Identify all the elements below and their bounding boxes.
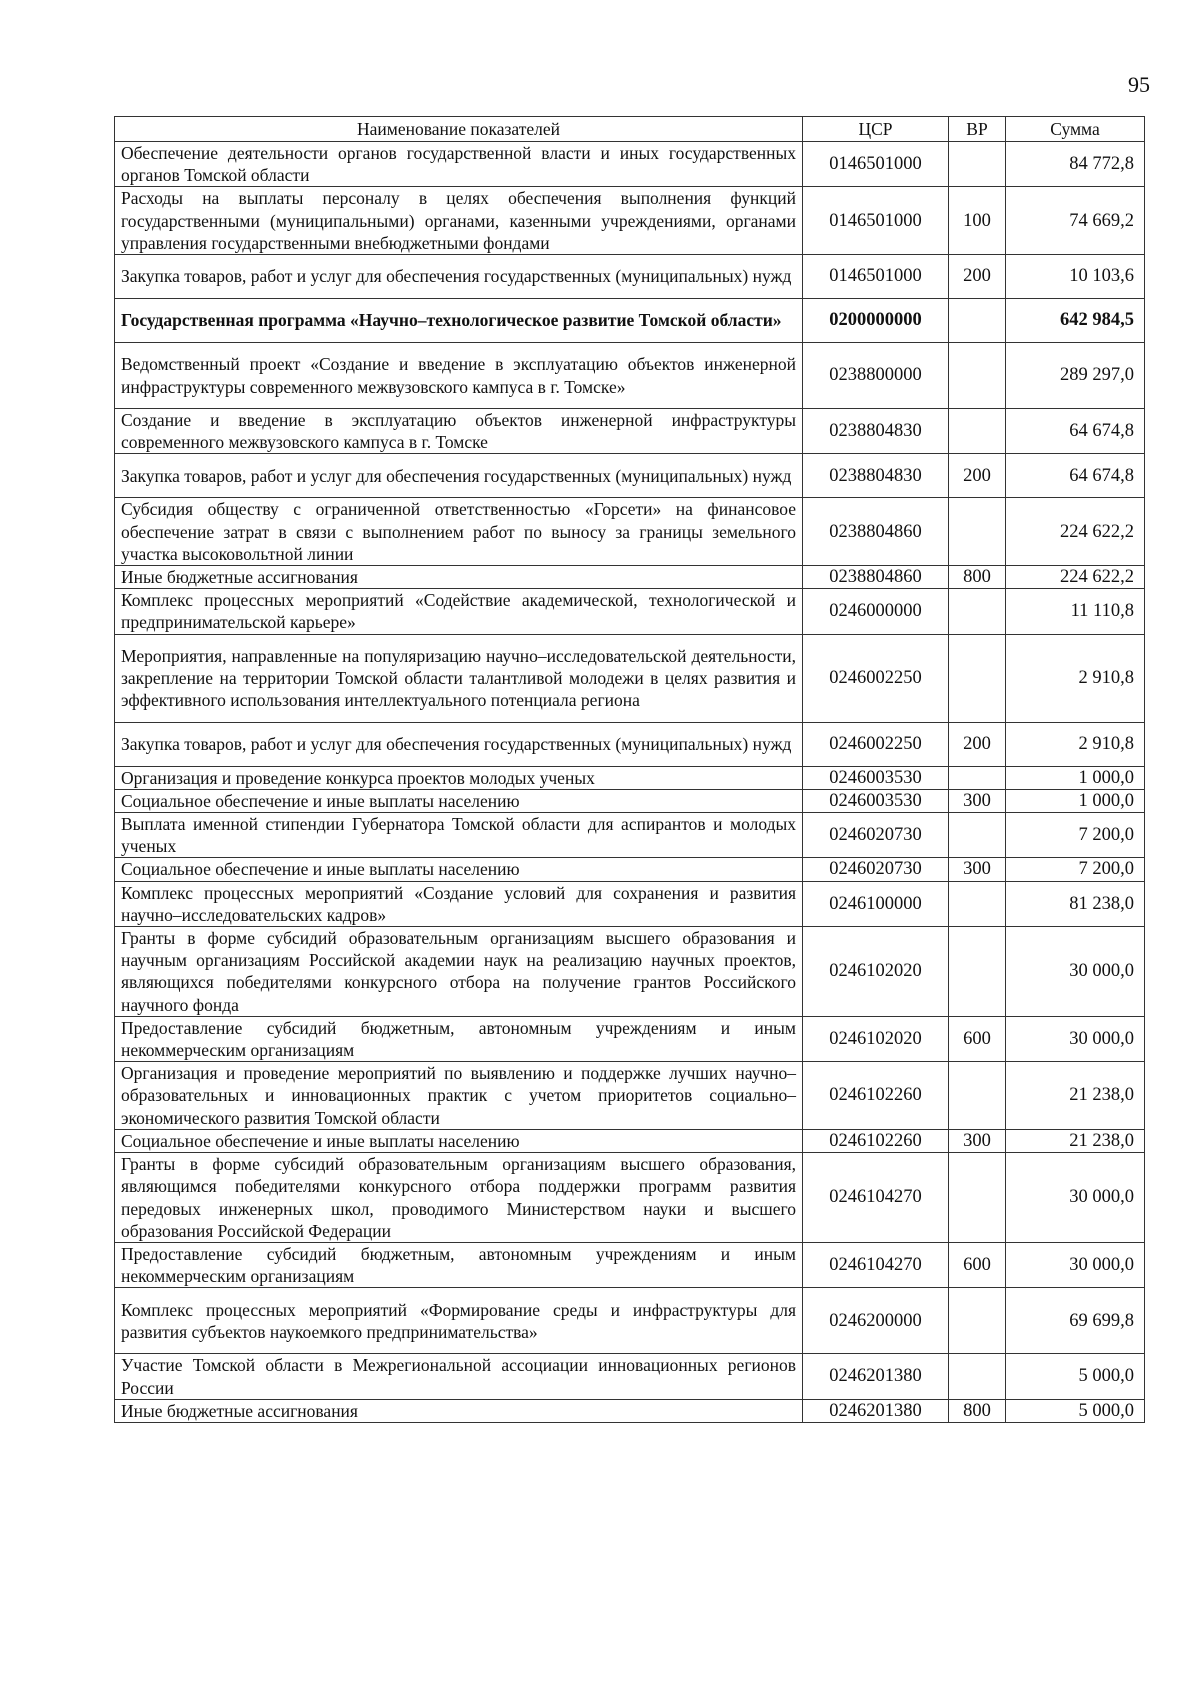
row-name: Расходы на выплаты персоналу в целях обеспечения выполнения функций государственными (муниципальными) органами, казенными учреждениями, органами управления государственными внебюджетными фондами <box>115 187 803 255</box>
row-name: Обеспечение деятельности органов государственной власти и иных государственных органов Томской области <box>115 142 803 187</box>
row-sum: 69 699,8 <box>1006 1288 1145 1354</box>
table-row <box>115 813 1145 858</box>
budget-table <box>114 116 1145 1423</box>
header-name: Наименование показателей <box>115 117 803 142</box>
row-sum: 2 910,8 <box>1006 634 1145 722</box>
row-name: Ведомственный проект «Создание и введение в эксплуатацию объектов инженерной инфраструктуры современного межвузовского кампуса в г. Томске» <box>115 343 803 409</box>
row-sum: 5 000,0 <box>1006 1399 1145 1422</box>
row-name: Организация и проведение мероприятий по выявлению и поддержке лучших научно–образовательных и инновационных практик с учетом приоритетов социально–экономического развития Томской области <box>115 1062 803 1130</box>
table-header-row <box>115 117 1145 142</box>
row-vr <box>949 299 1006 343</box>
row-sum: 64 674,8 <box>1006 409 1145 454</box>
row-csr: 0146501000 <box>803 255 949 299</box>
row-vr <box>949 142 1006 187</box>
row-csr: 0238804860 <box>803 566 949 589</box>
row-csr: 0146501000 <box>803 187 949 255</box>
row-vr: 800 <box>949 1399 1006 1422</box>
table-row <box>115 187 1145 255</box>
table-row <box>115 789 1145 812</box>
table-row <box>115 1062 1145 1130</box>
row-name: Комплекс процессных мероприятий «Создание условий для сохранения и развития научно–исследовательских кадров» <box>115 881 803 926</box>
table-row <box>115 299 1145 343</box>
row-name: Иные бюджетные ассигнования <box>115 566 803 589</box>
row-vr: 200 <box>949 255 1006 299</box>
row-csr: 0246100000 <box>803 881 949 926</box>
header-sum: Сумма <box>1006 117 1145 142</box>
row-name: Гранты в форме субсидий образовательным организациям высшего образования, являющимся победителями конкурсного отбора поддержки программ развития передовых инженерных школ, проводимого Министерством науки и высшего образования Российской Федерации <box>115 1153 803 1243</box>
table-row <box>115 343 1145 409</box>
row-sum: 64 674,8 <box>1006 454 1145 498</box>
row-sum: 30 000,0 <box>1006 927 1145 1017</box>
table-row <box>115 722 1145 766</box>
row-sum: 5 000,0 <box>1006 1354 1145 1399</box>
table-row <box>115 142 1145 187</box>
table-row <box>115 881 1145 926</box>
row-name: Гранты в форме субсидий образовательным организациям высшего образования и научным организациям Российской академии наук на реализацию научных проектов, являющихся победителями конкурсного отбора на получение грантов Российского научного фонда <box>115 927 803 1017</box>
row-vr: 800 <box>949 566 1006 589</box>
table-row <box>115 566 1145 589</box>
table-row <box>115 1242 1145 1287</box>
row-vr <box>949 409 1006 454</box>
row-sum: 10 103,6 <box>1006 255 1145 299</box>
row-name: Закупка товаров, работ и услуг для обеспечения государственных (муниципальных) нужд <box>115 454 803 498</box>
row-csr: 0246102020 <box>803 927 949 1017</box>
row-sum: 7 200,0 <box>1006 813 1145 858</box>
row-csr: 0200000000 <box>803 299 949 343</box>
row-name: Предоставление субсидий бюджетным, автономным учреждениям и иным некоммерческим организациям <box>115 1242 803 1287</box>
table-body <box>115 142 1145 1423</box>
row-sum: 21 238,0 <box>1006 1062 1145 1130</box>
row-sum: 30 000,0 <box>1006 1242 1145 1287</box>
row-csr: 0146501000 <box>803 142 949 187</box>
row-csr: 0246003530 <box>803 766 949 789</box>
row-sum: 84 772,8 <box>1006 142 1145 187</box>
table-row <box>115 927 1145 1017</box>
row-csr: 0246102260 <box>803 1129 949 1152</box>
row-vr <box>949 927 1006 1017</box>
row-name: Субсидия обществу с ограниченной ответственностью «Горсети» на финансовое обеспечение затрат в связи с выполнением работ по выносу за границы земельного участка высоковольтной линии <box>115 498 803 566</box>
row-csr: 0246020730 <box>803 858 949 881</box>
row-vr <box>949 1354 1006 1399</box>
row-name: Выплата именной стипендии Губернатора Томской области для аспирантов и молодых ученых <box>115 813 803 858</box>
table-row <box>115 858 1145 881</box>
row-vr: 200 <box>949 454 1006 498</box>
table-row <box>115 589 1145 634</box>
row-csr: 0238800000 <box>803 343 949 409</box>
row-sum: 21 238,0 <box>1006 1129 1145 1152</box>
row-vr <box>949 343 1006 409</box>
row-name: Социальное обеспечение и иные выплаты населению <box>115 1129 803 1152</box>
table-row <box>115 255 1145 299</box>
row-name: Социальное обеспечение и иные выплаты населению <box>115 858 803 881</box>
row-sum: 7 200,0 <box>1006 858 1145 881</box>
row-csr: 0246102020 <box>803 1016 949 1061</box>
table-row <box>115 1288 1145 1354</box>
row-sum: 11 110,8 <box>1006 589 1145 634</box>
row-csr: 0246201380 <box>803 1399 949 1422</box>
row-sum: 642 984,5 <box>1006 299 1145 343</box>
table-row <box>115 1129 1145 1152</box>
row-csr: 0246104270 <box>803 1242 949 1287</box>
table-row <box>115 1399 1145 1422</box>
row-csr: 0246200000 <box>803 1288 949 1354</box>
table-row <box>115 454 1145 498</box>
row-vr: 300 <box>949 858 1006 881</box>
row-vr <box>949 881 1006 926</box>
row-csr: 0246000000 <box>803 589 949 634</box>
row-name: Иные бюджетные ассигнования <box>115 1399 803 1422</box>
row-vr: 200 <box>949 722 1006 766</box>
table-row <box>115 1153 1145 1243</box>
row-csr: 0246002250 <box>803 634 949 722</box>
table-row <box>115 1016 1145 1061</box>
row-csr: 0246003530 <box>803 789 949 812</box>
table-row <box>115 409 1145 454</box>
row-vr <box>949 1288 1006 1354</box>
row-name: Организация и проведение конкурса проектов молодых ученых <box>115 766 803 789</box>
row-name: Участие Томской области в Межрегиональной ассоциации инновационных регионов России <box>115 1354 803 1399</box>
row-csr: 0246102260 <box>803 1062 949 1130</box>
row-vr <box>949 1062 1006 1130</box>
row-csr: 0246201380 <box>803 1354 949 1399</box>
table-row <box>115 1354 1145 1399</box>
row-sum: 30 000,0 <box>1006 1153 1145 1243</box>
row-csr: 0238804830 <box>803 454 949 498</box>
row-vr <box>949 589 1006 634</box>
table-row <box>115 634 1145 722</box>
row-csr: 0246002250 <box>803 722 949 766</box>
row-vr: 300 <box>949 789 1006 812</box>
row-name: Мероприятия, направленные на популяризацию научно–исследовательской деятельности, закрепление на территории Томской области талантливой молодежи в целях развития и эффективного использования интеллектуального потенциала региона <box>115 634 803 722</box>
header-csr: ЦСР <box>803 117 949 142</box>
row-sum: 2 910,8 <box>1006 722 1145 766</box>
row-sum: 74 669,2 <box>1006 187 1145 255</box>
header-vr: ВР <box>949 117 1006 142</box>
row-sum: 30 000,0 <box>1006 1016 1145 1061</box>
row-name: Закупка товаров, работ и услуг для обеспечения государственных (муниципальных) нужд <box>115 255 803 299</box>
row-name: Комплекс процессных мероприятий «Формирование среды и инфраструктуры для развития субъектов наукоемкого предпринимательства» <box>115 1288 803 1354</box>
row-vr <box>949 498 1006 566</box>
row-name: Государственная программа «Научно–технологическое развитие Томской области» <box>115 299 803 343</box>
table-row <box>115 498 1145 566</box>
row-csr: 0238804830 <box>803 409 949 454</box>
table-row <box>115 766 1145 789</box>
row-sum: 224 622,2 <box>1006 498 1145 566</box>
row-csr: 0238804860 <box>803 498 949 566</box>
row-vr: 100 <box>949 187 1006 255</box>
row-vr <box>949 813 1006 858</box>
page-number: 95 <box>1128 72 1150 97</box>
row-vr <box>949 1153 1006 1243</box>
row-name: Комплекс процессных мероприятий «Содействие академической, технологической и предпринимательской карьере» <box>115 589 803 634</box>
row-vr: 600 <box>949 1016 1006 1061</box>
row-sum: 1 000,0 <box>1006 766 1145 789</box>
row-vr: 600 <box>949 1242 1006 1287</box>
row-name: Создание и введение в эксплуатацию объектов инженерной инфраструктуры современного межвузовского кампуса в г. Томске <box>115 409 803 454</box>
row-sum: 81 238,0 <box>1006 881 1145 926</box>
row-name: Предоставление субсидий бюджетным, автономным учреждениям и иным некоммерческим организациям <box>115 1016 803 1061</box>
row-sum: 289 297,0 <box>1006 343 1145 409</box>
row-name: Закупка товаров, работ и услуг для обеспечения государственных (муниципальных) нужд <box>115 722 803 766</box>
row-name: Социальное обеспечение и иные выплаты населению <box>115 789 803 812</box>
row-sum: 224 622,2 <box>1006 566 1145 589</box>
row-csr: 0246020730 <box>803 813 949 858</box>
row-sum: 1 000,0 <box>1006 789 1145 812</box>
row-csr: 0246104270 <box>803 1153 949 1243</box>
row-vr: 300 <box>949 1129 1006 1152</box>
row-vr <box>949 634 1006 722</box>
row-vr <box>949 766 1006 789</box>
